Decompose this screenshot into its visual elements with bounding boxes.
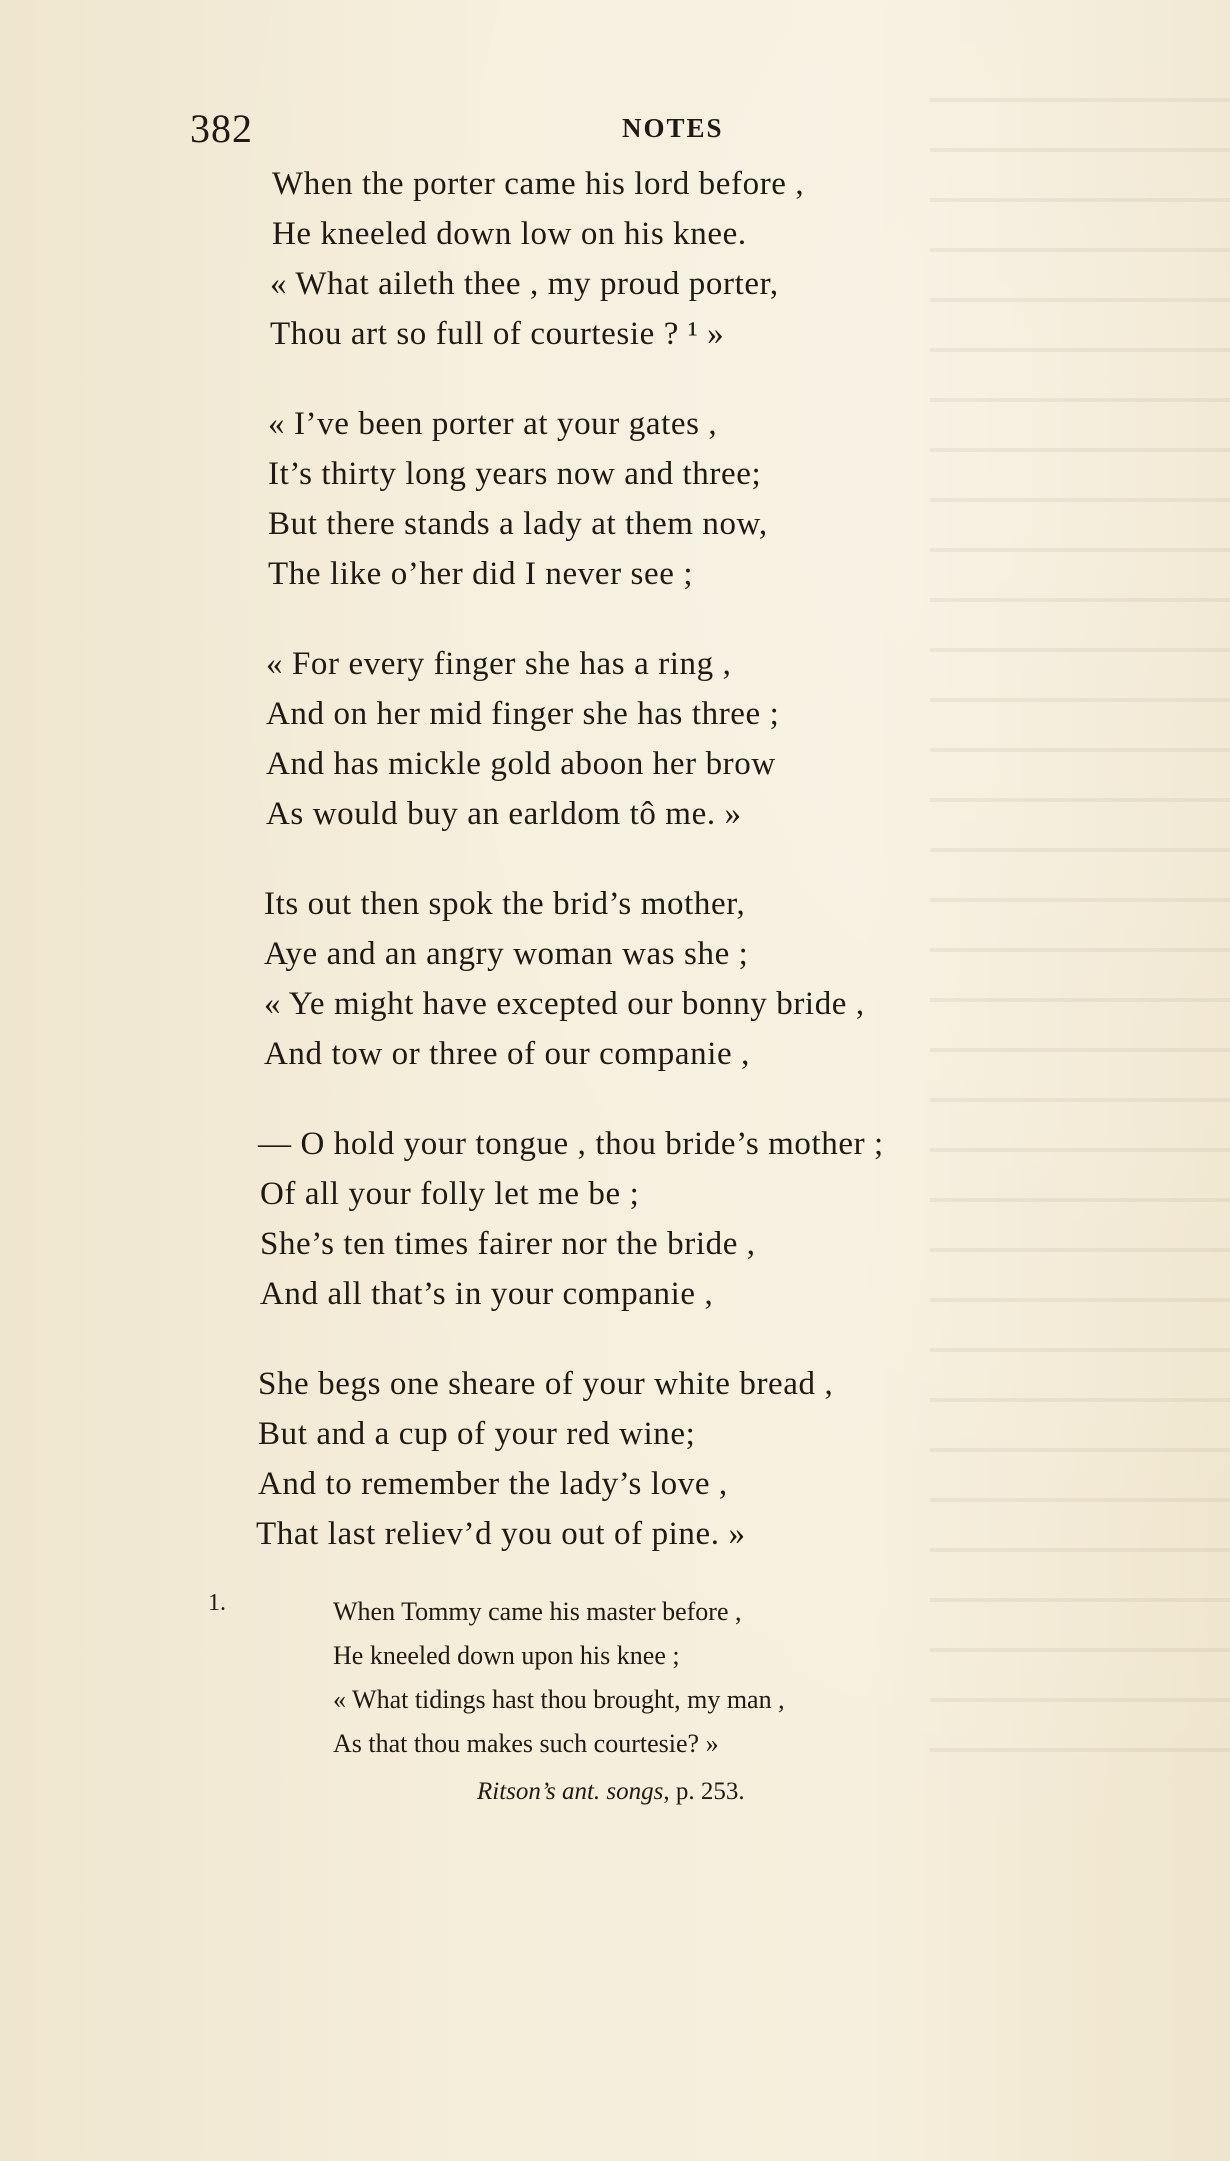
verse-line: « For every finger she has a ring , xyxy=(266,646,732,682)
verse-line: « Ye might have excepted our bonny bride , xyxy=(264,986,865,1022)
verse-line: As would buy an earldom tô me. » xyxy=(266,796,742,832)
footnote-line: As that thou makes such courtesie? » xyxy=(333,1729,719,1758)
verse-line: And to remember the lady’s love , xyxy=(258,1466,728,1502)
verse-line: She’s ten times fairer nor the bride , xyxy=(260,1226,756,1262)
show-through-texture xyxy=(930,60,1230,1760)
running-head: NOTES xyxy=(622,113,724,143)
verse-line: He kneeled down low on his knee. xyxy=(272,216,747,252)
footnote-line: « What tidings hast thou brought, my man , xyxy=(333,1685,785,1714)
footnote-source-page: , p. 253. xyxy=(663,1778,745,1805)
verse-line: She begs one sheare of your white bread , xyxy=(258,1366,834,1402)
verse-line: But and a cup of your red wine; xyxy=(258,1416,696,1452)
page-header xyxy=(0,105,1230,151)
verse-line: Of all your folly let me be ; xyxy=(260,1176,640,1212)
verse-line: « What aileth thee , my proud porter, xyxy=(270,266,779,302)
page-number: 382 xyxy=(190,106,253,151)
verse-line: Thou art so full of courtesie ? ¹ » xyxy=(270,316,725,352)
verse-line: When the porter came his lord before , xyxy=(272,166,805,202)
verse-line: That last reliev’d you out of pine. » xyxy=(256,1516,746,1552)
verse-line: And has mickle gold aboon her brow xyxy=(266,746,776,782)
verse-line: But there stands a lady at them now, xyxy=(268,506,768,542)
verse-line: Its out then spok the brid’s mother, xyxy=(264,886,746,922)
footnote-source-title: Ritson’s ant. songs xyxy=(477,1778,664,1805)
verse-line: The like o’her did I never see ; xyxy=(268,556,694,592)
verse-line: And tow or three of our companie , xyxy=(264,1036,750,1072)
footnote-marker: 1. xyxy=(208,1590,226,1616)
footnote-line: When Tommy came his master before , xyxy=(333,1597,742,1626)
verse-line: Aye and an angry woman was she ; xyxy=(264,936,749,972)
footnote-source xyxy=(477,1778,745,1806)
footnote-line: He kneeled down upon his knee ; xyxy=(333,1641,680,1670)
verse-line: And on her mid finger she has three ; xyxy=(266,696,780,732)
verse-line: It’s thirty long years now and three; xyxy=(268,456,762,492)
verse-line: — O hold your tongue , thou bride’s mother ; xyxy=(258,1126,884,1162)
verse-line: « I’ve been porter at your gates , xyxy=(268,406,718,442)
verse-line: And all that’s in your companie , xyxy=(260,1276,714,1312)
